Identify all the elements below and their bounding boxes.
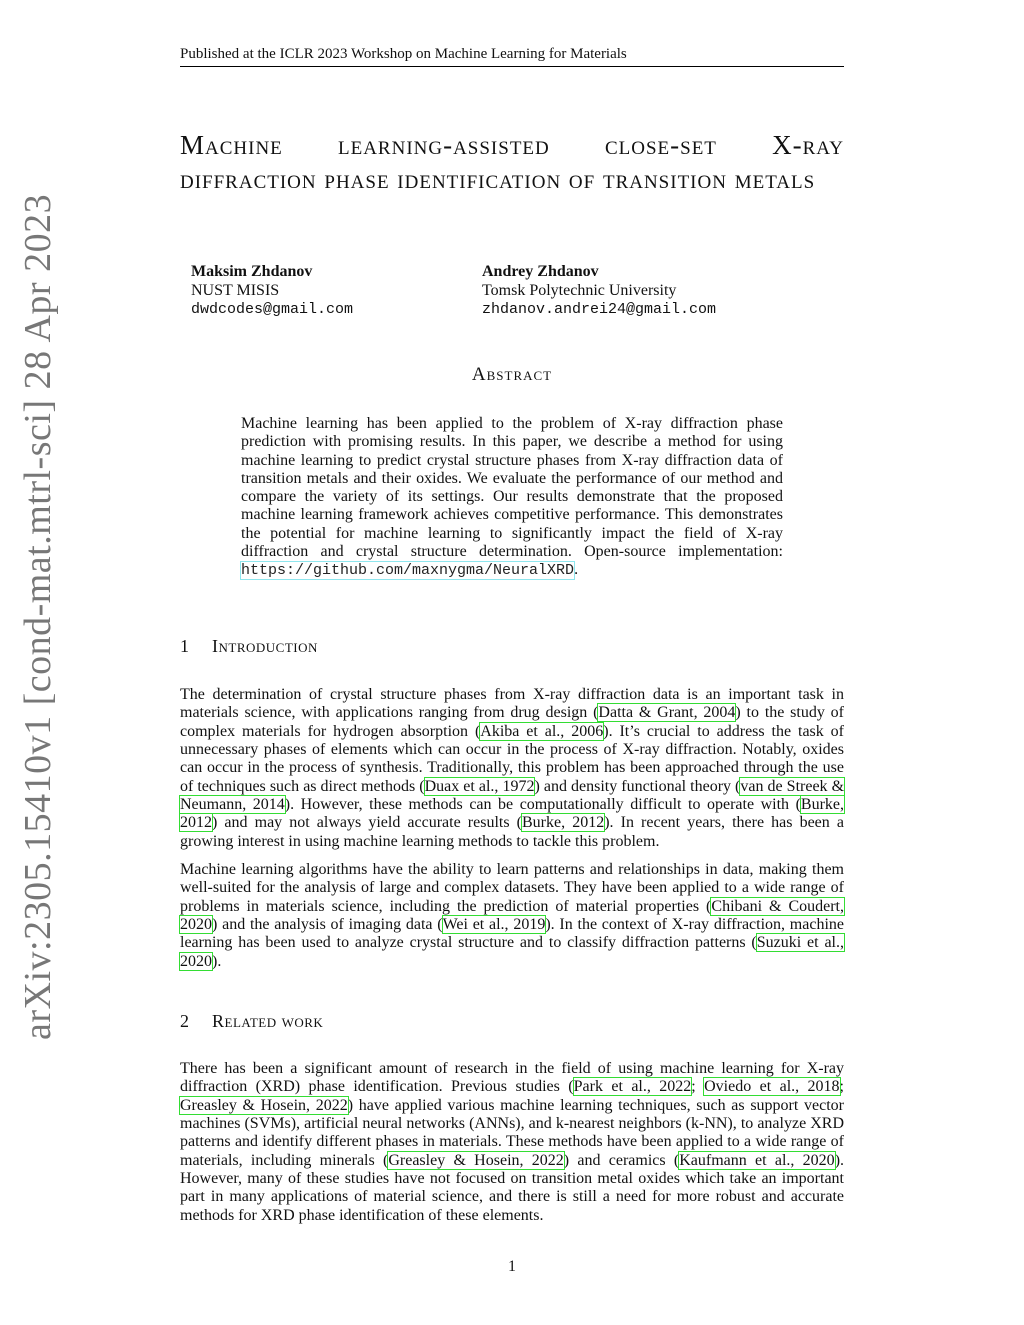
author-email[interactable]: zhdanov.andrei24@gmail.com	[482, 301, 717, 318]
running-header: Published at the ICLR 2023 Workshop on Machine Learning for Materials	[180, 45, 844, 67]
author-affiliation: NUST MISIS	[191, 282, 280, 299]
author-affiliation: Tomsk Polytechnic University	[482, 282, 677, 299]
paragraph-text: Machine learning algorithms have the ability to learn patterns and relationships in data, making them well-suited for the analysis of large and complex datasets. They have been applied to a wide range of problems in materials science, including the prediction of material properties (	[180, 861, 844, 915]
abstract-body	[241, 415, 783, 581]
section-number: 2	[180, 1011, 190, 1031]
author-name: Maksim Zhdanov	[191, 263, 313, 280]
citation-link[interactable]: Greasley & Hosein, 2022	[180, 1096, 348, 1114]
citation-link[interactable]: Duax et al., 1972	[424, 777, 535, 795]
repository-link[interactable]: https://github.com/maxnygma/NeuralXRD	[241, 562, 575, 580]
author-name: Andrey Zhdanov	[482, 263, 599, 280]
paragraph	[180, 861, 844, 971]
paragraph-text: ). In the context of X-ray diffraction, machine learning has been used to analyze crystal structure and to classify diffraction patterns (	[180, 916, 845, 952]
abstract-end: .	[574, 561, 579, 579]
paragraph-text: The determination of crystal structure phases from X-ray diffraction data is an important task in materials science, with applications ranging from drug design (	[180, 686, 844, 722]
citation-link[interactable]: Chibani & Coudert, 2020	[180, 897, 845, 934]
citation-link[interactable]: Burke, 2012	[180, 796, 845, 832]
section-heading-related-work	[180, 1011, 323, 1032]
paragraph-text: ;	[839, 1078, 844, 1096]
paper-title: Machine learning-assisted close-set X-ray diffraction phase identification of transition metals	[180, 130, 844, 194]
paragraph-text: ) to the study of complex materials for hydrogen absorption (	[180, 704, 844, 740]
author-block	[482, 262, 716, 319]
paragraph-text: ) and density functional theory (	[534, 777, 741, 795]
citation-link[interactable]: Wei et al., 2019	[442, 916, 546, 934]
citation-link[interactable]: Kaufmann et al., 2020	[679, 1151, 835, 1169]
citation-link[interactable]: Burke, 2012	[522, 814, 605, 832]
author-block	[191, 262, 353, 319]
section-number: 1	[180, 636, 190, 656]
citation-link[interactable]: Suzuki et al., 2020	[180, 934, 844, 970]
citation-link[interactable]: van de Streek & Neumann, 2014	[180, 777, 845, 814]
paragraph-text: ).	[212, 952, 222, 970]
citation-link[interactable]: Oviedo et al., 2018	[704, 1078, 840, 1096]
author-email[interactable]: dwdcodes@gmail.com	[191, 301, 354, 318]
paragraph	[180, 686, 844, 851]
paragraph-text: ;	[691, 1078, 705, 1096]
paragraph-text: ). In recent years, there has been a growing interest in using machine learning methods to tackle this problem.	[180, 814, 844, 850]
paragraph-text: ). It’s crucial to address the task of unnecessary phases of elements which can occur in the process of X-ray diffraction. Notably, oxides can occur in the process of synthesis. Traditionally, this problem has been approached through the use of techniques such as direct methods (	[180, 722, 845, 795]
citation-link[interactable]: Akiba et al., 2006	[480, 722, 604, 740]
paragraph-text: ) and may not always yield accurate results (	[212, 814, 522, 832]
paragraph-text: ) and the analysis of imaging data (	[212, 916, 443, 934]
citation-link[interactable]: Datta & Grant, 2004	[598, 704, 736, 722]
paragraph-text: There has been a significant amount of research in the field of using machine learning for X-ray diffraction (XRD) phase identification. Previous studies (	[180, 1060, 844, 1096]
citation-link[interactable]: Greasley & Hosein, 2022	[388, 1151, 564, 1169]
arxiv-stamp: arXiv:2305.15410v1 [cond-mat.mtrl-sci] 28 Apr 2023	[17, 193, 59, 1040]
abstract-text: Machine learning has been applied to the problem of X-ray diffraction phase prediction with promising results. In this paper, we describe a method for using machine learning to predict crystal structure phases from X-ray diffraction data of transition metals and their oxides. We evaluate the performance of our method and compare the variety of its settings. Our results demonstrate that the proposed machine learning framework achieves competitive performance. This demonstrates the potential for machine learning to significantly impact the field of X-ray diffraction and crystal structure determination. Open-source implementation:	[241, 415, 783, 561]
paragraph-text: ). However, these methods can be computationally difficult to operate with (	[284, 796, 801, 814]
paragraph-text: ). However, many of these studies have not focused on transition metal oxides which take an important part in many applications of material science, and there is still a need for more robust and accurate methods for XRD phase identification of these elements.	[180, 1151, 845, 1224]
section-title: Related work	[212, 1011, 324, 1031]
paragraph-text: ) have applied various machine learning techniques, such as support vector machines (SVMs), artificial neural networks (ANNs), and k-nearest neighbors (k-NN), to analyze XRD patterns and identify different phases in materials. These methods have been applied to a wide range of materials, including minerals (	[180, 1096, 844, 1169]
abstract-heading: Abstract	[471, 364, 553, 385]
citation-link[interactable]: Park et al., 2022	[573, 1078, 692, 1096]
page-number: 1	[508, 1258, 516, 1275]
paragraph-text: ) and ceramics (	[563, 1151, 680, 1169]
section-title: Introduction	[212, 636, 318, 656]
section-heading-introduction	[180, 636, 318, 657]
paragraph	[180, 1060, 844, 1225]
